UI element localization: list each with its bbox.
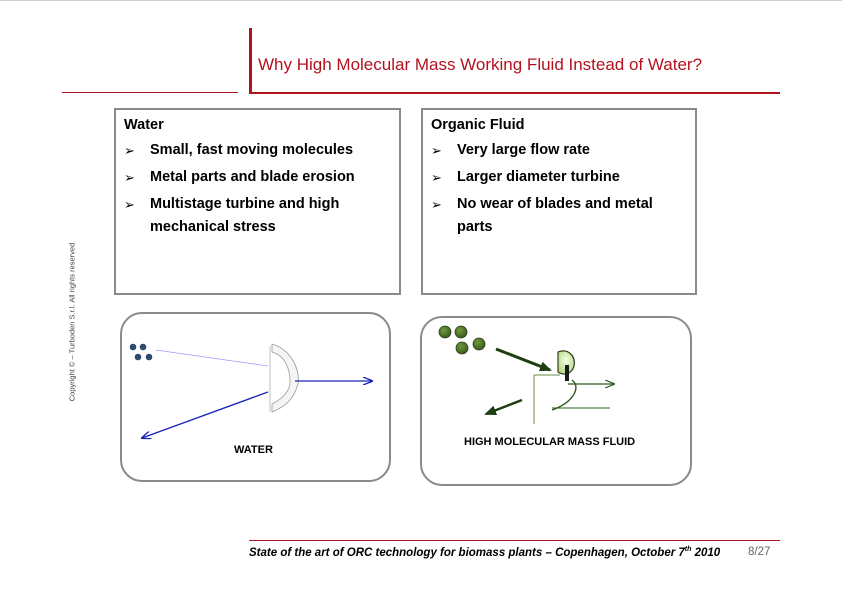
water-properties-box — [114, 108, 401, 295]
incoming-flow-arrow — [496, 349, 550, 370]
list-item — [431, 166, 687, 189]
arrow-bullet-icon: ➢ — [431, 143, 442, 158]
footer-text: State of the art of ORC technology for biomass plants – Copenhagen, October 7 — [249, 546, 685, 559]
organic-molecule — [473, 338, 485, 350]
list-item — [431, 139, 687, 162]
page-number: 8/27 — [748, 546, 771, 558]
water-diagram — [120, 312, 391, 482]
arrow-bullet-icon: ➢ — [124, 143, 135, 158]
footer-year: 2010 — [691, 546, 721, 559]
arrow-bullet-icon: ➢ — [124, 197, 135, 212]
organic-molecule — [456, 342, 468, 354]
footer-superscript: th — [684, 546, 692, 553]
organic-blade-illustration — [422, 318, 692, 486]
slide-title: Why High Molecular Mass Working Fluid Instead of Water? — [258, 55, 703, 74]
organic-fluid-diagram — [420, 316, 692, 486]
turbine-blade — [272, 344, 298, 412]
rebound-flow-arrow — [486, 400, 522, 414]
water-molecule — [135, 354, 142, 361]
top-border-line — [0, 0, 842, 1]
blade-shaft — [565, 365, 569, 381]
water-molecule — [146, 354, 153, 361]
list-item — [124, 193, 391, 239]
copyright-notice: Copyright © – Turboden S.r.l. All rights reserved — [67, 242, 77, 402]
water-molecules — [130, 344, 153, 361]
arrow-bullet-icon: ➢ — [124, 170, 135, 185]
organic-molecule — [455, 326, 467, 338]
organic-molecule — [439, 326, 451, 338]
rebound-flow-arrow — [142, 392, 268, 438]
organic-bullet-list — [431, 139, 687, 239]
bullet-text: Very large flow rate — [457, 142, 590, 158]
bullet-text: Multistage turbine and high mechanical stress — [150, 196, 340, 235]
title-rule-left — [62, 92, 238, 93]
water-molecule — [140, 344, 147, 351]
bullet-text: No wear of blades and metal parts — [457, 196, 653, 235]
bullet-text: Metal parts and blade erosion — [150, 169, 355, 185]
list-item — [124, 166, 391, 189]
organic-fluid-properties-box — [421, 108, 697, 295]
title-rule-vertical — [249, 28, 252, 94]
arrow-bullet-icon: ➢ — [431, 170, 442, 185]
water-diagram-label: WATER — [234, 444, 273, 456]
water-bullet-list — [124, 139, 391, 239]
footer-rule — [249, 540, 780, 541]
water-molecule — [130, 344, 137, 351]
water-box-title: Water — [124, 117, 164, 133]
list-item — [124, 139, 391, 162]
water-blade-illustration — [122, 314, 391, 482]
list-item — [431, 193, 687, 239]
arrow-bullet-icon: ➢ — [431, 197, 442, 212]
organic-molecules — [439, 326, 485, 354]
incoming-trajectory — [156, 350, 268, 366]
footer-caption — [249, 546, 720, 559]
organic-box-title: Organic Fluid — [431, 117, 525, 133]
bullet-text: Larger diameter turbine — [457, 169, 620, 185]
organic-diagram-label: HIGH MOLECULAR MASS FLUID — [464, 436, 636, 448]
bullet-text: Small, fast moving molecules — [150, 142, 354, 158]
title-rule-right — [249, 92, 780, 94]
